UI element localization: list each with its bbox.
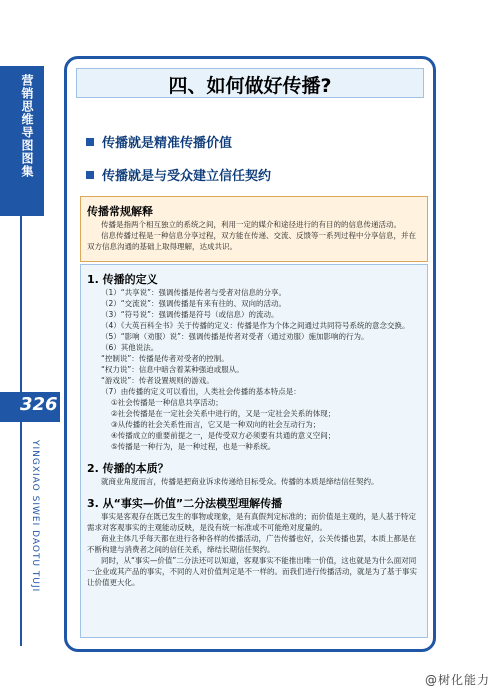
paragraph: 传播是指两个相互独立的系统之间，利用一定的媒介和途径进行的有目的的信息传递活动。 [101,220,401,229]
definition-item: “控制说”：传播是传者对受者的控制。 [101,354,229,363]
feature-item: ⑤传播是一种行为，是一种过程，也是一种系统。 [111,442,276,451]
bullet-text: 传播就是精准传播价值 [102,136,233,151]
sidebar-title: 营销思维导图图集 [20,74,34,178]
definition-item: （6）其他说法。 [101,343,159,352]
square-bullet-icon [86,171,94,179]
bullet-list [86,132,406,198]
definition-item: “游戏说”：传者设置规则的游戏。 [101,376,214,385]
definition-item: （1）“共享说”：强调传播是传者与受者对信息的分享。 [101,288,287,297]
watermark: @树化能力 [424,673,490,687]
definition-item: （5）“影响（劝服）说”：强调传播是传者对受者（通过劝服）施加影响的行为。 [101,332,369,341]
sidebar-rule [20,216,22,646]
definition-item: （4）《大英百科全书》关于传播的定义：传播是作为个体之间通过共同符号系统的意念交换。 [101,321,410,330]
general-explanation-box [80,196,428,262]
details-box [80,264,428,638]
feature-item: ③从传播的社会关系性而言，它又是一种双向的社会互动行为； [111,420,321,429]
box-heading: 传播常规解释 [87,205,153,218]
bullet-text: 传播就是与受众建立信任契约 [102,169,272,184]
square-bullet-icon [86,138,94,146]
page-number: 326 [20,394,58,415]
bullet-item [86,132,406,151]
bullet-item [86,165,406,184]
section-heading: 1. 传播的定义 [87,273,158,286]
definition-item: （3）“符号说”：强调传播是符号（或信息）的流动。 [101,310,279,319]
feature-item: ④传播成立的重要前提之一，是传受双方必须要有共通的意义空间； [111,431,336,440]
definition-item: （7）由传播的定义可以看出，人类社会传播的基本特点是： [101,387,301,396]
title-bar [76,68,424,98]
paragraph: 信息传播过程是一种信息分享过程，双方能在传递、交流、反馈等一系列过程中分享信息，并在双方信息沟通的基础上取得理解，达成共识。 [87,231,416,251]
definition-item: “权力说”：信息中暗含着某种强迫或服从。 [101,365,244,374]
paragraph: 事实是客观存在既已发生的事物或现象，是有真假判定标准的；而价值是主观的，是人基于特定需求对客观事实的主观能动反映，是没有统一标准或不可能绝对度量的。 [87,512,416,532]
paragraph: 就商业角度而言，传播是把商业诉求传递给目标受众。传播的本质是缔结信任契约。 [101,477,379,486]
section-heading: 3. 从“事实—价值”二分法模型理解传播 [87,497,283,510]
feature-item: ②社会传播是在一定社会关系中进行的，又是一定社会关系的体现； [111,409,336,418]
paragraph: 商业主体几乎每天都在进行各种各样的传播活动，广告传播也好，公关传播也罢，本质上都是在不断构建与消费者之间的信任关系，缔结长期信任契约。 [87,534,416,554]
definition-item: （2）“交流说”：强调传播是有来有往的、双向的活动。 [101,299,287,308]
feature-item: ①社会传播是一种信息共享活动； [111,398,223,407]
page-title: 四、如何做好传播? [168,75,332,97]
section-heading: 2. 传播的本质？ [87,462,169,475]
sidebar-pinyin: YINGXIAO SIWEI DAOTU TUJI [30,440,40,593]
paragraph: 同时，从“事实—价值”二分法还可以知道，客观事实不能推出唯一价值，这也就是为什么面对同一企业或其产品的事实，不同的人对价值判定是不一样的。而我们进行传播活动，就是为了基于事实让价值更大化。 [87,556,417,587]
